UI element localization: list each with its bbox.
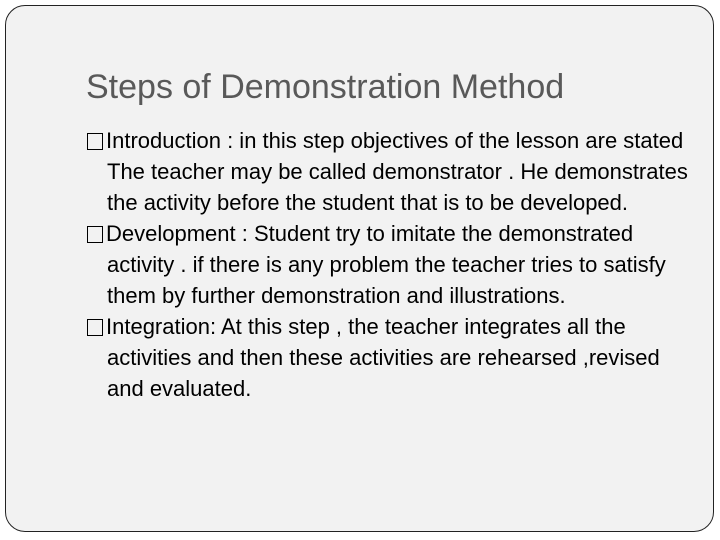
bullet-item-development [87,218,697,311]
square-bullet-icon [87,226,103,243]
bullet-text-introduction: Introduction : in this step objectives of the lesson are stated The teacher may be called demonstrator . He demonstrates the activity before the student that is to be developed. [106,128,688,215]
bullet-item-integration [87,311,697,404]
square-bullet-icon [87,133,103,150]
slide-title: Steps of Demonstration Method [86,68,565,106]
slide-frame [5,5,714,532]
bullet-text-development: Development : Student try to imitate the demonstrated activity . if there is any problem the teacher tries to satisfy them by further demonstration and illustrations. [106,221,666,308]
square-bullet-icon [87,319,103,336]
bullet-list [87,125,697,404]
bullet-item-introduction [87,125,697,218]
bullet-text-integration: Integration: At this step , the teacher integrates all the activities and then these activities are rehearsed ,revised and evaluated. [106,314,660,401]
